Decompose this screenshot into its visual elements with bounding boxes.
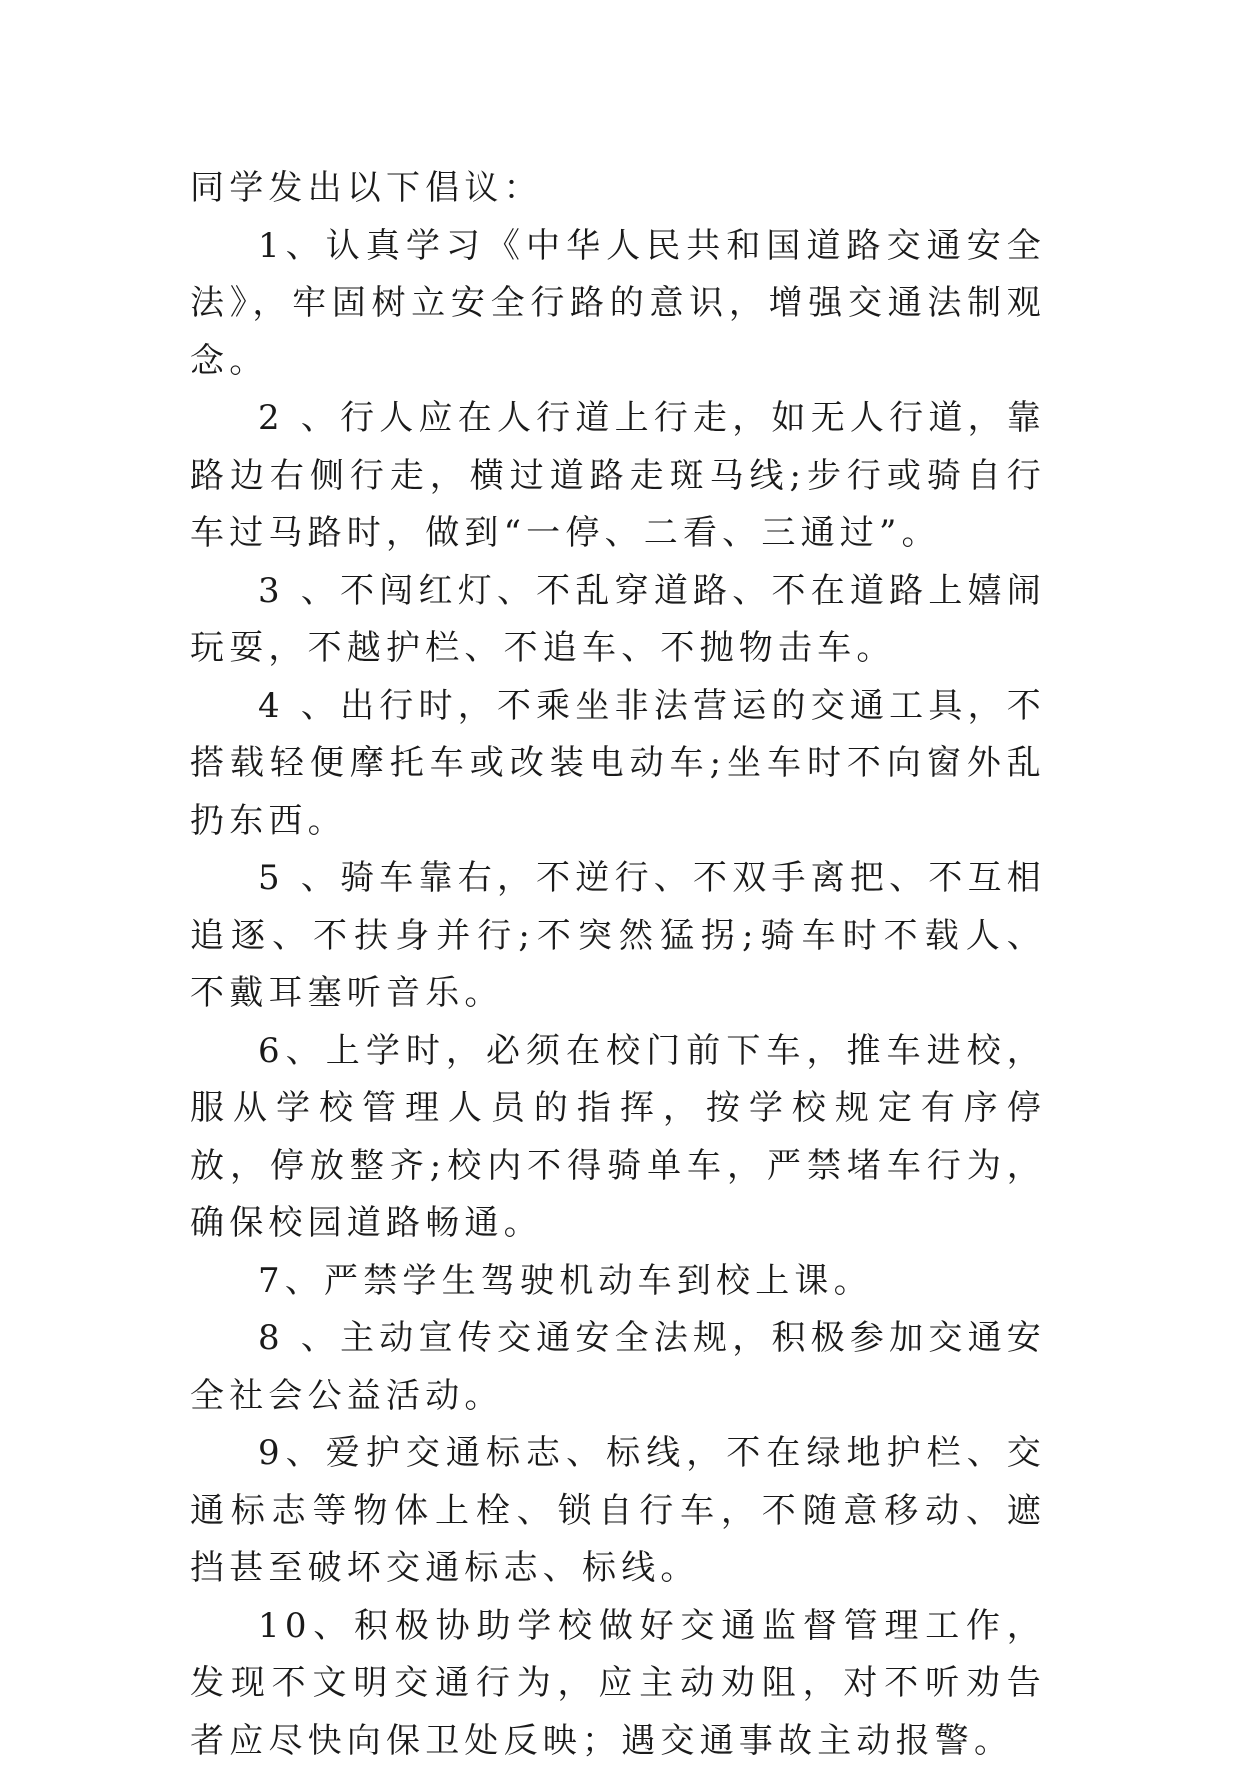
- proposal-item-8: 8 、主动宣传交通安全法规，积极参加交通安全社会公益活动。: [190, 1310, 1046, 1425]
- intro-line: 同学发出以下倡议：: [190, 160, 1046, 218]
- proposal-item-1: 1、认真学习《中华人民共和国道路交通安全法》，牢固树立安全行路的意识，增强交通法制观念。: [190, 218, 1046, 391]
- proposal-item-7: 7、严禁学生驾驶机动车到校上课。: [190, 1253, 1046, 1311]
- proposal-item-10: 10、积极协助学校做好交通监督管理工作，发现不文明交通行为，应主动劝阻，对不听劝告者应尽快向保卫处反映；遇交通事故主动报警。: [190, 1598, 1046, 1770]
- proposal-item-3: 3 、不闯红灯、不乱穿道路、不在道路上嬉闹玩耍，不越护栏、不追车、不抛物击车。: [190, 563, 1046, 678]
- proposal-item-4: 4 、出行时，不乘坐非法营运的交通工具，不搭载轻便摩托车或改装电动车;坐车时不向窗外乱扔东西。: [190, 678, 1046, 851]
- body-text: [190, 160, 1046, 1770]
- proposal-item-2: 2 、行人应在人行道上行走，如无人行道，靠路边右侧行走，横过道路走斑马线;步行或骑自行车过马路时，做到“一停、二看、三通过”。: [190, 390, 1046, 563]
- proposal-item-9: 9、爱护交通标志、标线，不在绿地护栏、交通标志等物体上栓、锁自行车，不随意移动、遮挡甚至破坏交通标志、标线。: [190, 1425, 1046, 1598]
- proposal-item-5: 5 、骑车靠右，不逆行、不双手离把、不互相追逐、不扶身并行;不突然猛拐;骑车时不载人、不戴耳塞听音乐。: [190, 850, 1046, 1023]
- proposal-item-6: 6、上学时，必须在校门前下车，推车进校，服从学校管理人员的指挥，按学校规定有序停放，停放整齐;校内不得骑单车，严禁堵车行为，确保校园道路畅通。: [190, 1023, 1046, 1253]
